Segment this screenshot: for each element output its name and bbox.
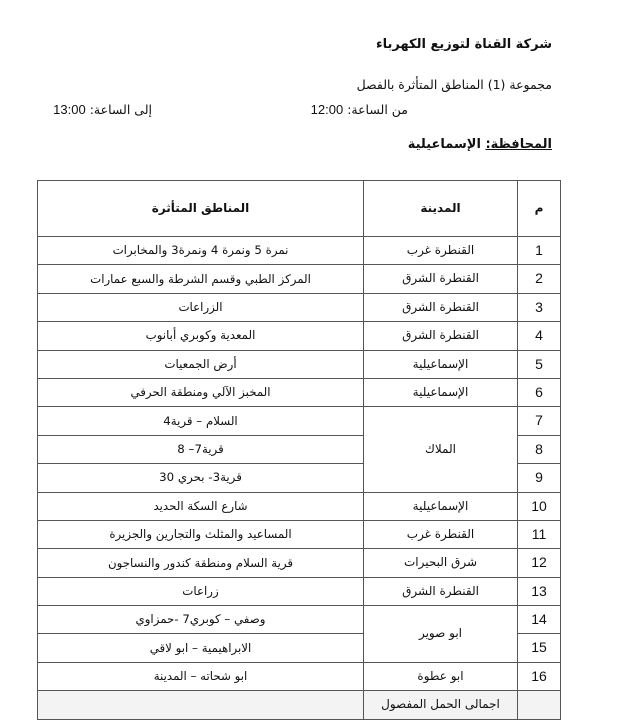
row-city: ابو صوير (364, 606, 518, 663)
from-time-line (311, 102, 408, 117)
row-city: القنطرة الشرق (364, 322, 518, 350)
row-area: المخبز الآلي ومنطقة الحرفي (38, 378, 364, 406)
row-num: 16 (518, 662, 561, 690)
row-city: القنطرة الشرق (364, 265, 518, 293)
total-row (38, 691, 561, 719)
row-city: ابو عطوة (364, 662, 518, 690)
row-num: 13 (518, 577, 561, 605)
row-area: المركز الطبي وقسم الشرطة والسبع عمارات (38, 265, 364, 293)
row-num: 14 (518, 606, 561, 634)
affected-areas-table (37, 180, 561, 720)
table-row (38, 577, 561, 605)
to-time: 13:00 (53, 102, 86, 117)
table-row (38, 293, 561, 321)
col-header-city: المدينة (364, 181, 518, 237)
row-num: 12 (518, 549, 561, 577)
row-num: 7 (518, 407, 561, 435)
table-row (38, 350, 561, 378)
row-area: وصفي – كوبري7 -حمزاوي (38, 606, 364, 634)
from-label: من الساعة: (347, 102, 408, 117)
total-value-cell (38, 691, 364, 719)
row-area: قرية3- بحري 30 (38, 464, 364, 492)
total-label: اجمالى الحمل المفصول (364, 691, 518, 719)
table-row (38, 520, 561, 548)
table-row (38, 549, 561, 577)
row-city: الإسماعيلية (364, 350, 518, 378)
governorate-value: الإسماعيلية (407, 137, 481, 152)
row-area: قرية7– 8 (38, 435, 364, 463)
row-area: المعدية وكوبري أبانوب (38, 322, 364, 350)
company-name: شركة القناة لتوزيع الكهرباء (375, 37, 552, 52)
row-num: 3 (518, 293, 561, 321)
row-area: الزراعات (38, 293, 364, 321)
table-row (38, 378, 561, 406)
row-city: القنطرة الشرق (364, 293, 518, 321)
row-city: الإسماعيلية (364, 378, 518, 406)
row-city: القنطرة الشرق (364, 577, 518, 605)
row-area: أرض الجمعيات (38, 350, 364, 378)
col-header-areas: المناطق المتأثرة (38, 181, 364, 237)
governorate-label: المحافظة: (485, 137, 552, 152)
row-num: 11 (518, 520, 561, 548)
row-city: القنطرة غرب (364, 237, 518, 265)
row-area: الابراهيمية – ابو لاقي (38, 634, 364, 662)
row-city: الملاك (364, 407, 518, 492)
row-area: قرية السلام ومنطقة كندور والنساجون (38, 549, 364, 577)
col-header-num: م (518, 181, 561, 237)
row-num: 4 (518, 322, 561, 350)
row-num: 2 (518, 265, 561, 293)
row-num: 1 (518, 237, 561, 265)
table-row (38, 662, 561, 690)
total-num-cell (518, 691, 561, 719)
table-row (38, 237, 561, 265)
row-area: زراعات (38, 577, 364, 605)
row-city: شرق البحيرات (364, 549, 518, 577)
from-time: 12:00 (310, 102, 344, 117)
table-row (38, 407, 561, 435)
row-num: 9 (518, 464, 561, 492)
row-area: شارع السكة الحديد (38, 492, 364, 520)
governorate-line (408, 137, 552, 152)
row-city: القنطرة غرب (364, 520, 518, 548)
to-time-line (53, 102, 152, 117)
row-area: نمرة 5 ونمرة 4 ونمرة3 والمخابرات (38, 237, 364, 265)
row-num: 15 (518, 634, 561, 662)
row-area: المساعيد والمثلث والتجارين والجزيرة (38, 520, 364, 548)
table-row (38, 492, 561, 520)
table-row (38, 265, 561, 293)
to-label: إلى الساعة: (89, 102, 152, 117)
table-row (38, 322, 561, 350)
table-row (38, 606, 561, 634)
row-num: 8 (518, 435, 561, 463)
row-area: ابو شحاته – المدينة (38, 662, 364, 690)
row-num: 6 (518, 378, 561, 406)
row-city: الإسماعيلية (364, 492, 518, 520)
row-num: 5 (518, 350, 561, 378)
row-num: 10 (518, 492, 561, 520)
row-area: السلام – قرية4 (38, 407, 364, 435)
group-title: مجموعة (1) المناطق المتأثرة بالفصل (356, 77, 552, 92)
